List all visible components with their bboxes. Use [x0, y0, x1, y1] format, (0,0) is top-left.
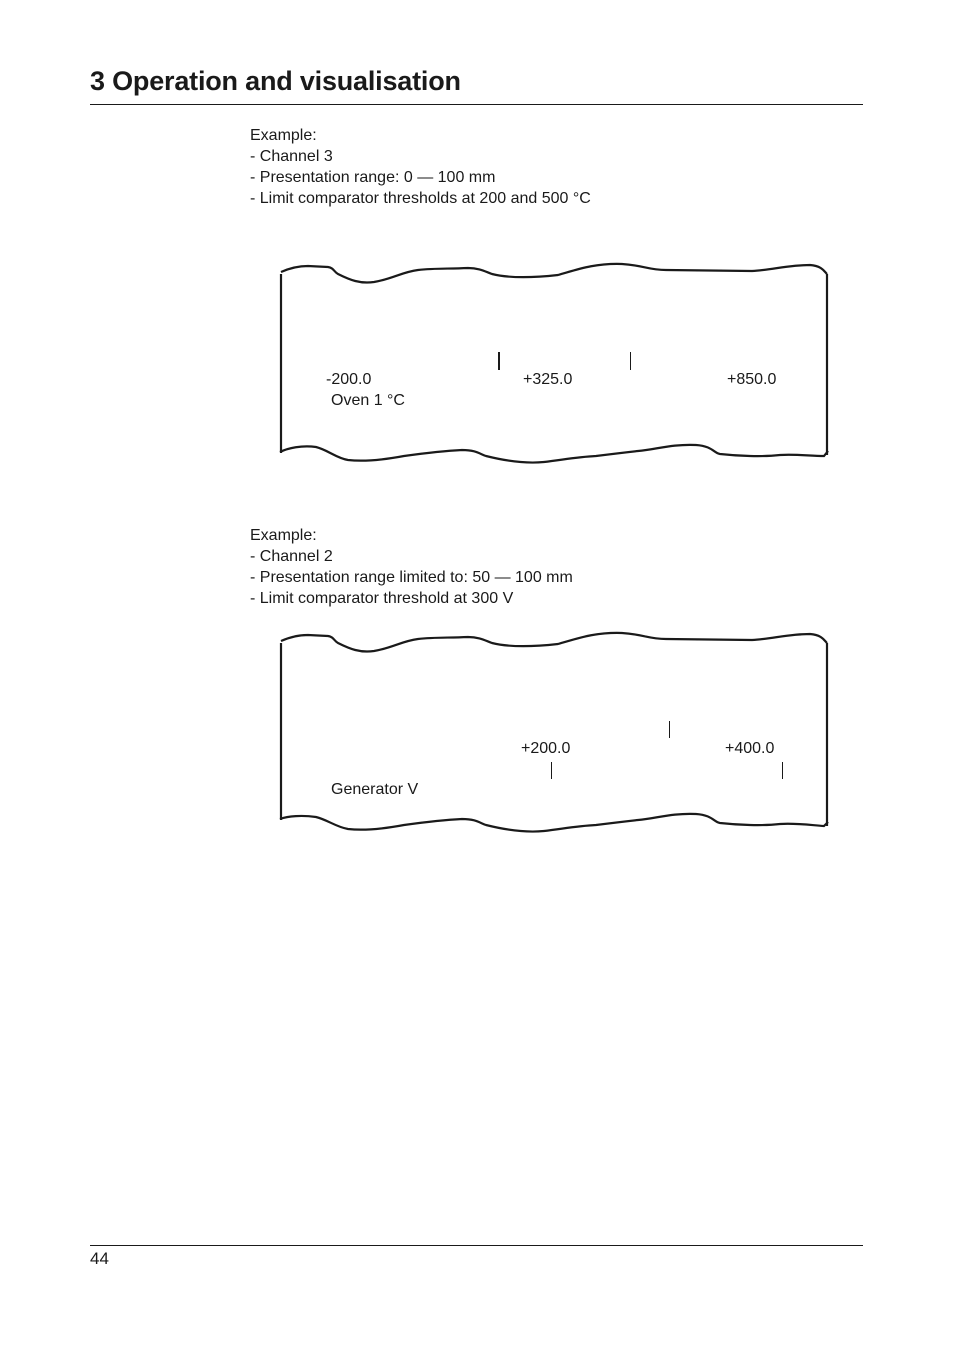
example-channel: - Channel 3 — [250, 148, 333, 165]
header-rule — [90, 104, 863, 105]
range-marker — [782, 762, 783, 779]
example-channel: - Channel 2 — [250, 548, 333, 565]
threshold-marker — [630, 352, 631, 370]
example-range: - Presentation range limited to: 50 — 100 mm — [250, 569, 573, 586]
torn-paper-outline — [276, 258, 832, 470]
scale-label-min: +200.0 — [521, 740, 571, 757]
example-thresholds: - Limit comparator threshold at 300 V — [250, 590, 514, 607]
torn-paper-outline — [276, 627, 832, 839]
example-heading: Example: — [250, 527, 317, 544]
example-description-2 — [250, 525, 573, 609]
page-number: 44 — [90, 1249, 109, 1268]
chart-strip-illustration-1 — [276, 258, 832, 470]
scale-label-max: +400.0 — [725, 740, 775, 757]
scale-label-mid: +325.0 — [523, 371, 573, 388]
example-description-1 — [250, 125, 591, 209]
threshold-marker — [498, 352, 500, 370]
threshold-marker — [669, 721, 670, 738]
example-thresholds: - Limit comparator thresholds at 200 and 500 °C — [250, 190, 591, 207]
footer-rule — [90, 1245, 863, 1246]
example-range: - Presentation range: 0 — 100 mm — [250, 169, 496, 186]
scale-label-min: -200.0 — [326, 371, 372, 388]
range-marker — [551, 762, 552, 779]
channel-label: Generator V — [331, 781, 419, 798]
example-heading: Example: — [250, 127, 317, 144]
channel-label: Oven 1 °C — [331, 392, 405, 409]
scale-label-max: +850.0 — [727, 371, 777, 388]
chart-strip-illustration-2 — [276, 627, 832, 839]
page-title: 3 Operation and visualisation — [90, 66, 461, 96]
